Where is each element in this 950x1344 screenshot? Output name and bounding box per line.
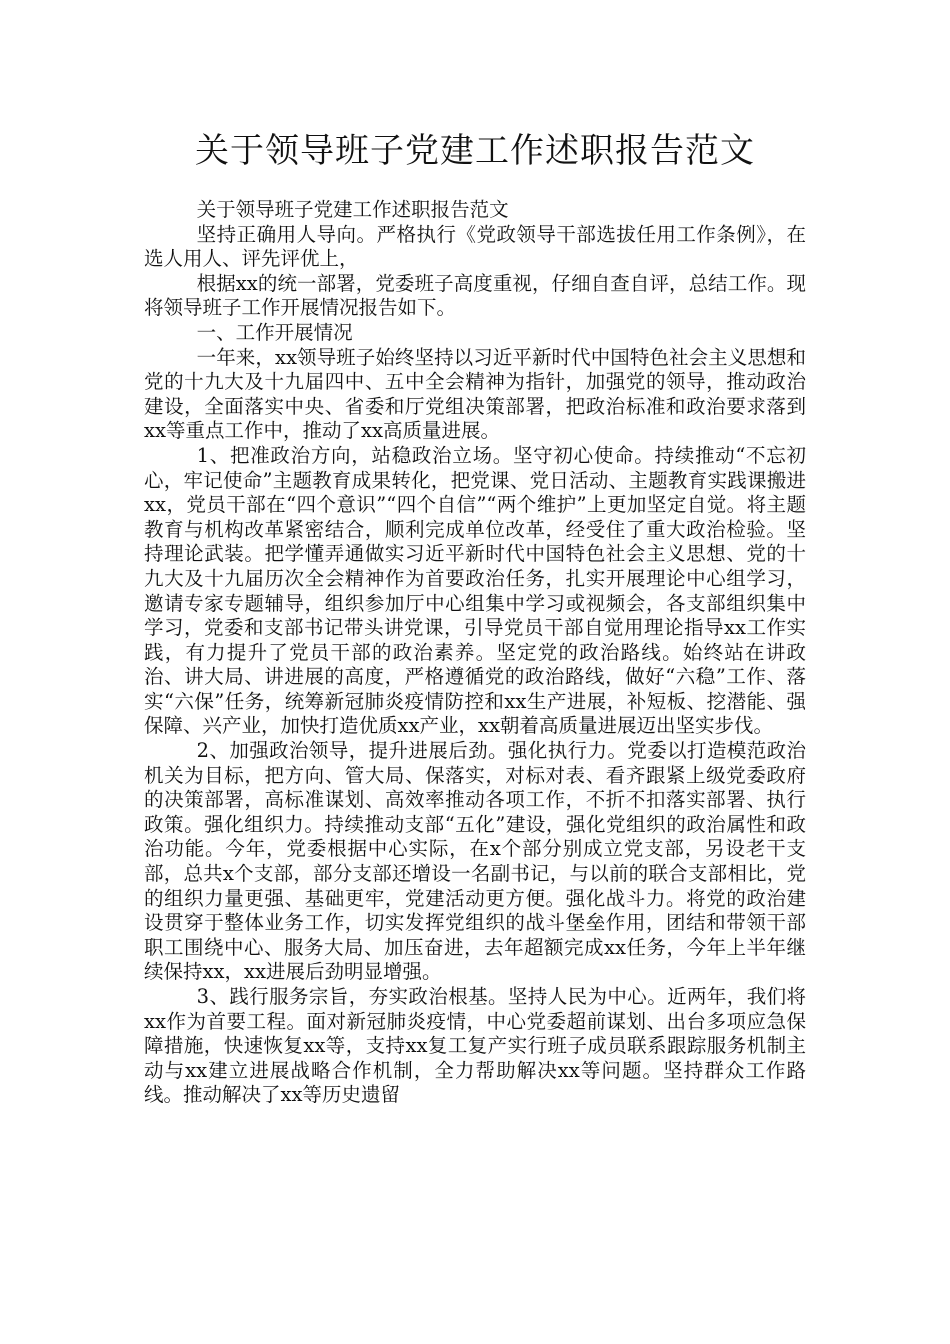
paragraph-item-1: 1、把准政治方向，站稳政治立场。坚守初心使命。持续推动“不忘初心，牢记使命”主题教育成果转化，把党课、党日活动、主题教育实践课搬进xx，党员干部在“四个意识”“四个自信”“两个维护”上更加坚定自觉。将主题教育与机构改革紧密结合，顺利完成单位改革，经受住了重大政治检验。坚持理论武装。把学懂弄通做实习近平新时代中国特色社会主义思想、党的十九大及十九届历次全会精神作为首要政治任务，扎实开展理论中心组学习，邀请专家专题辅导，组织参加厅中心组集中学习或视频会，各支部组织集中学习，党委和支部书记带头讲党课，引导党员干部自觉用理论指导xx工作实践，有力提升了党员干部的政治素养。坚定党的政治路线。始终站在讲政治、讲大局、讲进展的高度，严格遵循党的政治路线，做好“六稳”工作、落实“六保”任务，统筹新冠肺炎疫情防控和xx生产进展，补短板、挖潜能、强保障、兴产业，加快打造优质xx产业，xx朝着高质量进展迈出坚实步伐。 bbox=[144, 443, 806, 738]
paragraph-item-3: 3、践行服务宗旨，夯实政治根基。坚持人民为中心。近两年，我们将xx作为首要工程。面对新冠肺炎疫情，中心党委超前谋划、出台多项应急保障措施，快速恢复xx等，支持xx复工复产实行班子成员联系跟踪服务机制主动与xx建立进展战略合作机制，全力帮助解决xx等问题。坚持群众工作路线。推动解决了xx等历史遗留 bbox=[144, 985, 806, 1107]
section-heading-work-status: 一、工作开展情况 bbox=[196, 320, 353, 344]
paragraph-subtitle: 关于领导班子党建工作述职报告范文 bbox=[196, 198, 509, 221]
document-body bbox=[144, 198, 806, 1108]
paragraph-employment-guidance: 坚持正确用人导向。严格执行《党政领导干部选拔任用工作条例》，在选人用人、评先评优上， bbox=[144, 222, 806, 271]
paragraph-intro: 根据xx的统一部署，党委班子高度重视，仔细自查自评，总结工作。现将领导班子工作开展情况报告如下。 bbox=[144, 271, 806, 320]
paragraph-year-summary: 一年来，xx领导班子始终坚持以习近平新时代中国特色社会主义思想和党的十九大及十九届四中、五中全会精神为指针，加强党的领导，推动政治建设，全面落实中央、省委和厅党组决策部署，把政治标准和政治要求落到xx等重点工作中，推动了xx高质量进展。 bbox=[144, 345, 806, 443]
document-title: 关于领导班子党建工作述职报告范文 bbox=[195, 131, 755, 171]
paragraph-item-2: 2、加强政治领导，提升进展后劲。强化执行力。党委以打造模范政治机关为目标，把方向、管大局、保落实，对标对表、看齐跟紧上级党委政府的决策部署，高标准谋划、高效率推动各项工作，不折不扣落实部署、执行政策。强化组织力。持续推动支部“五化”建设，强化党组织的政治属性和政治功能。今年，党委根据中心实际，在x个部分别成立党支部，另设老干支部，总共x个支部，部分支部还增设一名副书记，与以前的联合支部相比，党的组织力量更强、基础更牢，党建活动更方便。强化战斗力。将党的政治建设贯穿于整体业务工作，切实发挥党组织的战斗堡垒作用，团结和带领干部职工围绕中心、服务大局、加压奋进，去年超额完成xx任务，今年上半年继续保持xx，xx进展后劲明显增强。 bbox=[144, 739, 806, 984]
